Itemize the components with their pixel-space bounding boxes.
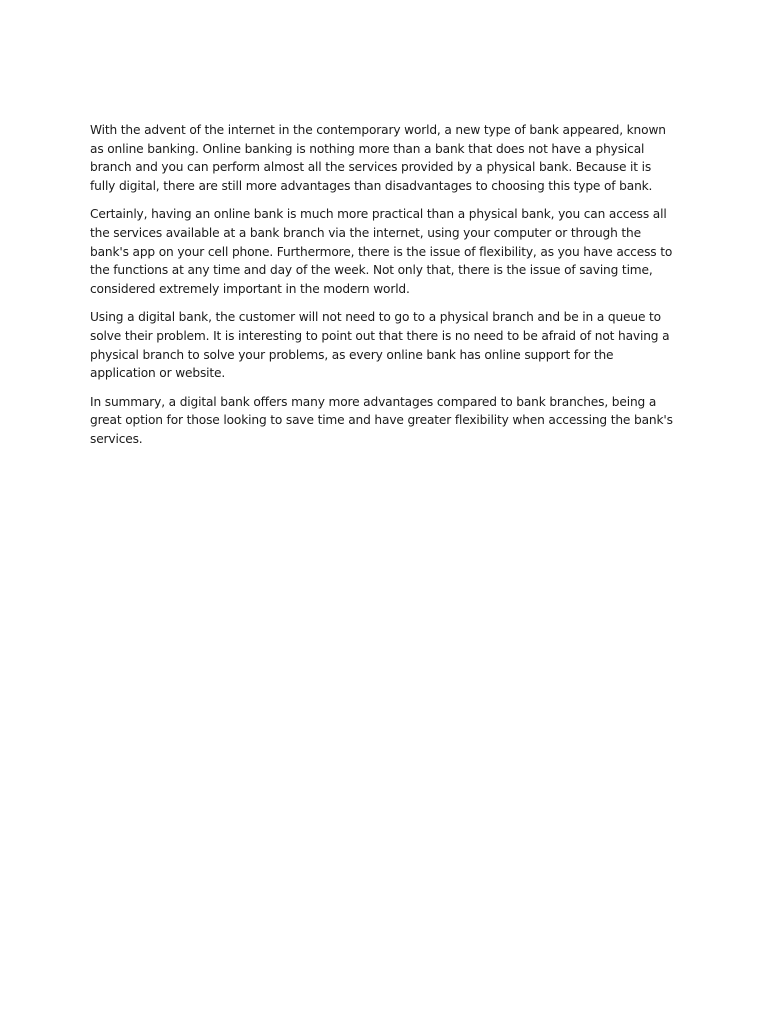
- paragraph-1: With the advent of the internet in the contemporary world, a new type of bank appeared, known as online banking. Online banking is nothing more than a bank that does not have a physical branch and you can perform almost all the services provided by a physical bank. Because it is fully digital, there are still more advantages than disadvantages to choosing this type of bank.: [90, 123, 666, 193]
- document-body: [90, 121, 680, 459]
- paragraph-2: Certainly, having an online bank is much more practical than a physical bank, you can access all the services available at a bank branch via the internet, using your computer or through the bank's app on your cell phone. Furthermore, there is the issue of flexibility, as you have access to the functions at any time and day of the week. Not only that, there is the issue of saving time, considered extremely important in the modern world.: [90, 207, 673, 296]
- paragraph-4: In summary, a digital bank offers many more advantages compared to bank branches, being a great option for those looking to save time and have greater flexibility when accessing the bank's services.: [90, 394, 673, 446]
- paragraph-3: Using a digital bank, the customer will not need to go to a physical branch and be in a queue to solve their problem. It is interesting to point out that there is no need to be afraid of not having a physical branch to solve your problems, as every online bank has online support for the application or website.: [90, 310, 670, 381]
